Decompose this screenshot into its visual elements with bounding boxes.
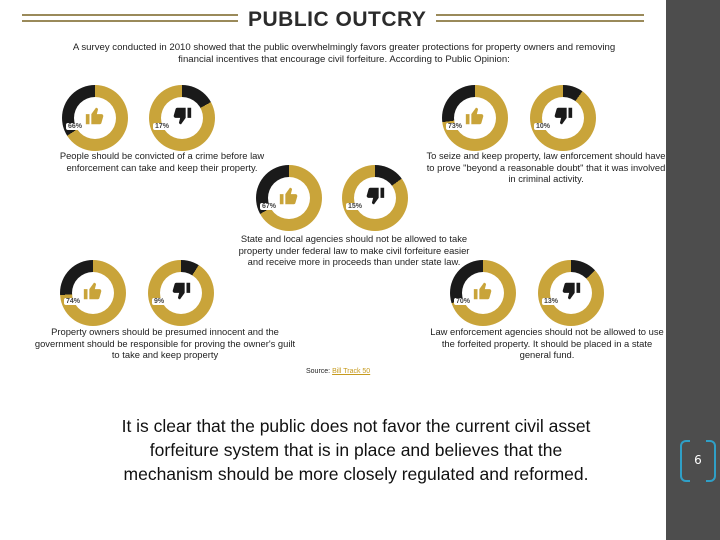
favor-donut: [60, 260, 126, 326]
thumbs-up-icon: [84, 105, 106, 127]
survey-statement: To seize and keep property, law enforcement should have to prove "beyond a reasonable doubt" that it was involved in criminal activity.: [426, 150, 666, 184]
thumbs-up-icon: [464, 105, 486, 127]
title-rule-left: [22, 14, 238, 16]
survey-statement: Law enforcement agencies should not be allowed to use the forfeited property. It should be placed in a state general fund.: [430, 326, 664, 360]
title-rule-right: [436, 14, 644, 16]
favor-percent: 67%: [262, 203, 277, 210]
infographic: [12, 0, 666, 380]
favor-percent: 74%: [66, 298, 81, 305]
survey-statement: People should be convicted of a crime before law enforcement can take and keep their property.: [59, 150, 265, 173]
thumbs-up-icon: [472, 280, 494, 302]
favor-percent: 66%: [68, 123, 83, 130]
oppose-donut: [149, 85, 215, 151]
oppose-percent: 10%: [536, 123, 551, 130]
oppose-donut: [530, 85, 596, 151]
thumbs-up-icon: [278, 185, 300, 207]
title-rule-left-2: [22, 20, 238, 22]
slide-caption: It is clear that the public does not favor the current civil asset forfeiture system that is in place and believes that the mechanism should be more closely regulated and reformed.: [121, 416, 591, 484]
source-label: Source:: [306, 368, 331, 375]
oppose-percent: 15%: [348, 203, 363, 210]
page-number-badge: [680, 440, 716, 480]
source-credit: [306, 368, 370, 375]
infographic-title: PUBLIC OUTCRY: [248, 8, 427, 31]
infographic-header: [12, 6, 646, 34]
thumbs-down-icon: [552, 105, 574, 127]
thumbs-down-icon: [560, 280, 582, 302]
oppose-percent: 13%: [544, 298, 559, 305]
source-link[interactable]: Bill Track 50: [332, 368, 371, 375]
favor-percent: 70%: [456, 298, 471, 305]
survey-statement: State and local agencies should not be allowed to take property under federal law to make civil forfeiture easier and receive more in proceeds than under state law.: [238, 233, 470, 267]
thumbs-down-icon: [171, 105, 193, 127]
favor-percent: 73%: [448, 123, 463, 130]
infographic-intro: A survey conducted in 2010 showed that the public overwhelmingly favors greater protections for property owners and removing financial incentives that encourage civil forfeiture. According to Public Opinion:: [72, 42, 616, 65]
oppose-donut: [148, 260, 214, 326]
page-number: 6: [694, 453, 702, 467]
favor-donut: [256, 165, 322, 231]
favor-donut: [450, 260, 516, 326]
survey-statement: Property owners should be presumed innocent and the government should be responsible for proving the owner's guilt to take and keep property: [34, 326, 296, 360]
thumbs-up-icon: [82, 280, 104, 302]
favor-donut: [442, 85, 508, 151]
thumbs-down-icon: [170, 280, 192, 302]
thumbs-down-icon: [364, 185, 386, 207]
oppose-donut: [538, 260, 604, 326]
oppose-donut: [342, 165, 408, 231]
oppose-percent: 9%: [154, 298, 165, 305]
favor-donut: [62, 85, 128, 151]
oppose-percent: 17%: [155, 123, 170, 130]
title-rule-right-2: [436, 20, 644, 22]
